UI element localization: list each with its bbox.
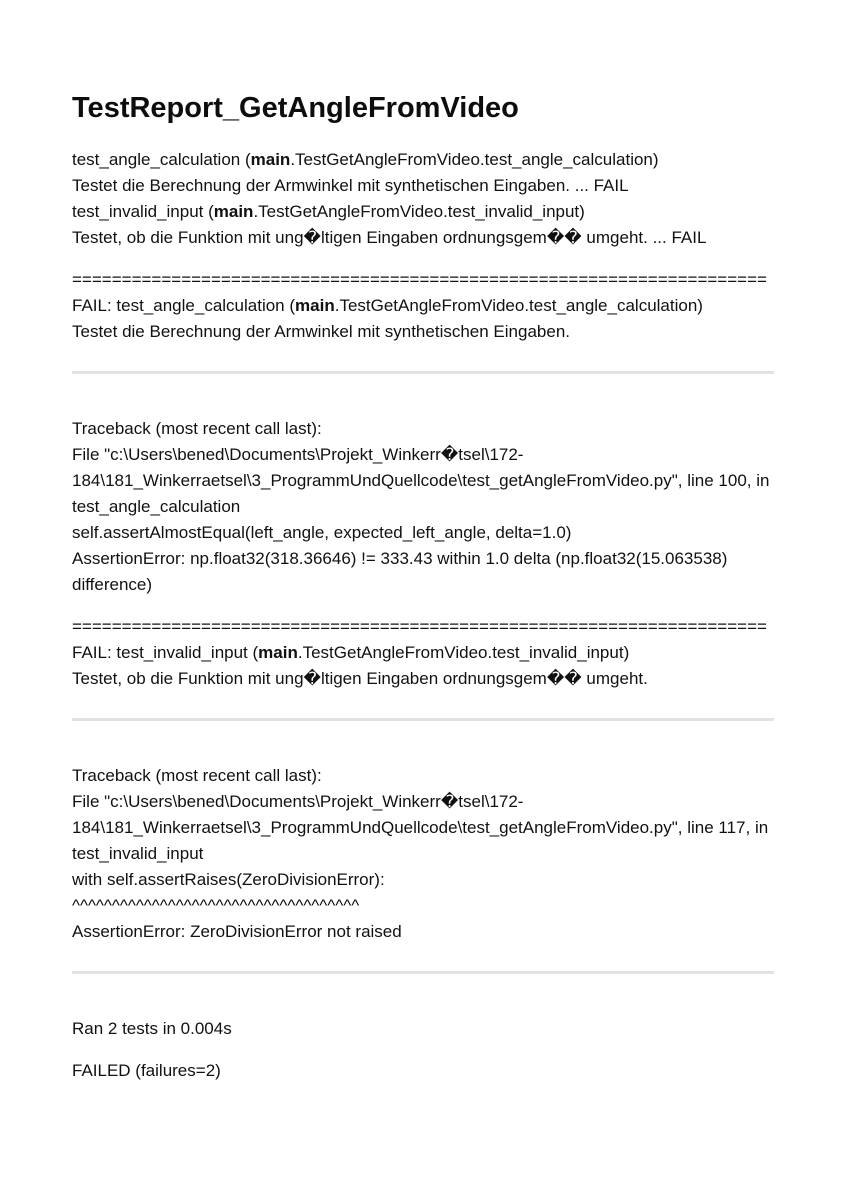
traceback-file-line: File "c:\Users\bened\Documents\Projekt_Winkerr�tsel\172-184\181_Winkerraetsel\3_ProgrammUndQuellcode\test_getAngleFromVideo.py", line 100, in test_angle_calculation — [72, 445, 770, 517]
module-name-bold: main — [295, 296, 335, 316]
test-summary-paragraph — [72, 147, 774, 251]
fail-description-line: Testet die Berechnung der Armwinkel mit synthetischen Eingaben. — [72, 322, 570, 342]
fail-heading-pre: FAIL: test_angle_calculation ( — [72, 296, 296, 316]
fail-heading-post: .TestGetAngleFromVideo.test_invalid_input) — [297, 643, 630, 663]
traceback-block — [72, 416, 774, 598]
test-name-pre: test_invalid_input ( — [72, 202, 214, 222]
test-desc-line: Testet die Berechnung der Armwinkel mit synthetischen Eingaben. ... FAIL — [72, 176, 629, 196]
test-name-post: .TestGetAngleFromVideo.test_angle_calculation) — [290, 150, 659, 170]
test-name-line — [72, 199, 774, 225]
fail-heading-pre: FAIL: test_invalid_input ( — [72, 643, 259, 663]
traceback-block — [72, 763, 774, 945]
tests-run-summary: Ran 2 tests in 0.004s — [72, 1019, 232, 1039]
traceback-code-line: with self.assertRaises(ZeroDivisionError): — [72, 870, 385, 890]
test-name-line — [72, 147, 774, 173]
fail-heading-line — [72, 640, 774, 666]
fail-heading-post: .TestGetAngleFromVideo.test_angle_calculation) — [334, 296, 703, 316]
assertion-error-line: AssertionError: ZeroDivisionError not raised — [72, 922, 402, 942]
fail-description-line: Testet, ob die Funktion mit ung�ltigen Eingaben ordnungsgem�� umgeht. — [72, 669, 648, 689]
test-desc-line: Testet, ob die Funktion mit ung�ltigen Eingaben ordnungsgem�� umgeht. ... FAIL — [72, 228, 707, 248]
module-name-bold: main — [213, 202, 254, 222]
equals-separator: ====================================================================== — [72, 270, 767, 290]
test-name-pre: test_angle_calculation ( — [72, 150, 251, 170]
equals-separator: ====================================================================== — [72, 617, 767, 637]
module-name-bold: main — [250, 150, 291, 170]
traceback-file-line: File "c:\Users\bened\Documents\Projekt_Winkerr�tsel\172-184\181_Winkerraetsel\3_ProgrammUndQuellcode\test_getAngleFromVideo.py", line 117, in test_invalid_input — [72, 792, 769, 864]
horizontal-rule — [72, 371, 774, 374]
failure-heading-block — [72, 614, 774, 692]
fail-heading-line — [72, 293, 774, 319]
traceback-header-line: Traceback (most recent call last): — [72, 419, 322, 439]
traceback-code-line: self.assertAlmostEqual(left_angle, expected_left_angle, delta=1.0) — [72, 523, 572, 543]
page-title: TestReport_GetAngleFromVideo — [72, 92, 519, 124]
caret-underline-line: ^^^^^^^^^^^^^^^^^^^^^^^^^^^^^^^^^^^^ — [72, 896, 360, 916]
traceback-header-line: Traceback (most recent call last): — [72, 766, 322, 786]
horizontal-rule — [72, 718, 774, 721]
failure-heading-block — [72, 267, 774, 345]
assertion-error-line: AssertionError: np.float32(318.36646) != 333.43 within 1.0 delta (np.float32(15.063538) difference) — [72, 549, 728, 595]
test-name-post: .TestGetAngleFromVideo.test_invalid_input) — [253, 202, 585, 222]
final-status-line: FAILED (failures=2) — [72, 1061, 221, 1081]
horizontal-rule — [72, 971, 774, 974]
module-name-bold: main — [258, 643, 298, 663]
